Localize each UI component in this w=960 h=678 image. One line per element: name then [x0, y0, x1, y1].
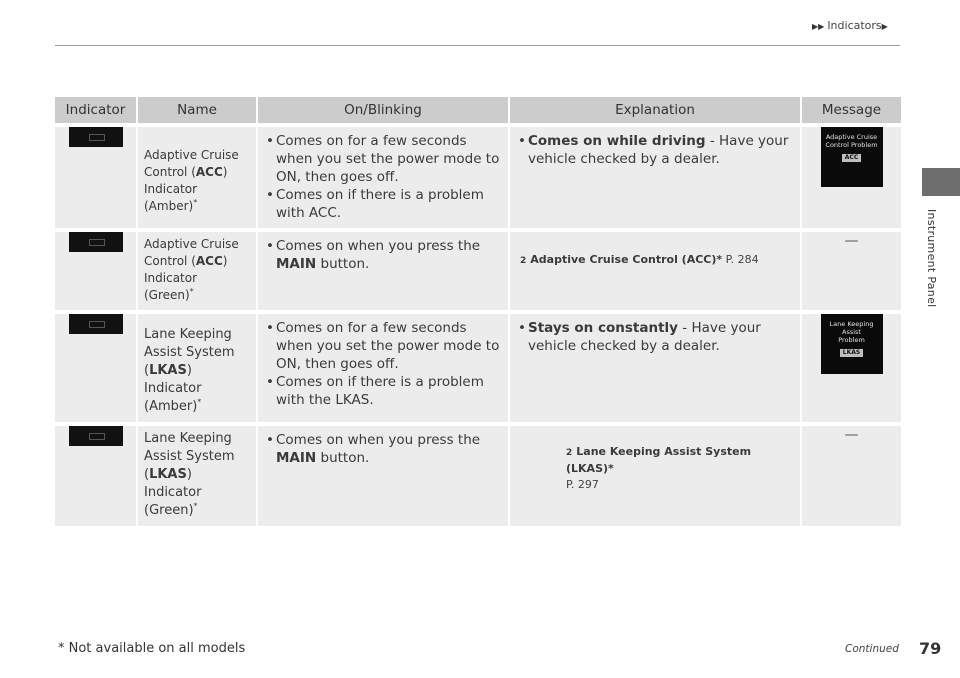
list-item: • Comes on if there is a problem with the LKAS.	[266, 373, 500, 409]
breadcrumb-arrows-icon: ▶▶	[812, 22, 825, 31]
header-on-blinking: On/Blinking	[257, 97, 509, 125]
on-blinking-cell	[257, 312, 509, 424]
explanation-cell	[509, 230, 801, 312]
table-row	[55, 424, 901, 526]
table-row	[55, 125, 901, 230]
page-number: 79	[919, 639, 942, 658]
name-cell	[137, 312, 257, 424]
lkas-problem-message-image: Lane Keeping Assist Problem LKAS	[821, 314, 883, 374]
cross-reference-link[interactable]: 2 Lane Keeping Assist System (LKAS)* P. 297	[566, 445, 752, 491]
indicator-cell	[55, 312, 137, 424]
reference-arrow-icon: 2	[566, 448, 573, 458]
breadcrumb	[812, 19, 888, 32]
name-cell	[137, 125, 257, 230]
indicator-name: Adaptive Cruise Control (ACC) Indicator (Amber)*	[144, 148, 239, 213]
indicator-name: Lane Keeping Assist System (LKAS) Indicator (Green)*	[144, 431, 235, 518]
indicator-cell	[55, 424, 137, 526]
message-cell	[801, 230, 901, 312]
indicator-name: Adaptive Cruise Control (ACC) Indicator (Green)*	[144, 237, 239, 302]
message-cell	[801, 312, 901, 424]
acc-amber-indicator-icon	[69, 127, 123, 147]
explanation-cell	[509, 424, 801, 526]
list-item: • Comes on when you press the MAIN button.	[266, 237, 500, 273]
indicator-cell	[55, 125, 137, 230]
acc-problem-message-image: Adaptive Cruise Control Problem ACC	[821, 127, 883, 187]
acc-green-indicator-icon	[69, 232, 123, 252]
breadcrumb-next-icon: ▶	[881, 22, 888, 31]
no-message-dash: —	[844, 427, 859, 443]
indicator-cell	[55, 230, 137, 312]
no-message-dash: —	[844, 233, 859, 249]
table-row	[55, 312, 901, 424]
list-item: • Comes on for a few seconds when you set the power mode to ON, then goes off.	[266, 319, 500, 373]
availability-footnote: * Not available on all models	[58, 641, 246, 656]
message-cell	[801, 424, 901, 526]
name-cell	[137, 424, 257, 526]
name-cell	[137, 230, 257, 312]
lkas-green-indicator-icon	[69, 426, 123, 446]
breadcrumb-label[interactable]: Indicators	[827, 19, 882, 32]
table-header-row	[55, 97, 901, 125]
on-blinking-cell	[257, 230, 509, 312]
cross-reference-link[interactable]: 2 Adaptive Cruise Control (ACC)* P. 284	[510, 232, 800, 275]
explanation-cell	[509, 312, 801, 424]
header-message: Message	[801, 97, 901, 125]
message-cell	[801, 125, 901, 230]
indicator-table	[55, 97, 901, 526]
header-indicator: Indicator	[55, 97, 137, 125]
list-item: • Comes on if there is a problem with ACC.	[266, 186, 500, 222]
on-blinking-cell	[257, 424, 509, 526]
section-side-label: Instrument Panel	[925, 209, 938, 308]
continued-label: Continued	[845, 643, 899, 655]
list-item: • Comes on for a few seconds when you set the power mode to ON, then goes off.	[266, 132, 500, 186]
indicator-name: Lane Keeping Assist System (LKAS) Indicator (Amber)*	[144, 327, 235, 414]
explanation-cell	[509, 125, 801, 230]
list-item: • Stays on constantly - Have your vehicle checked by a dealer.	[518, 319, 792, 355]
section-tab-marker	[922, 168, 960, 196]
list-item: • Comes on when you press the MAIN button.	[266, 431, 500, 467]
lkas-amber-indicator-icon	[69, 314, 123, 334]
list-item: • Comes on while driving - Have your vehicle checked by a dealer.	[518, 132, 792, 168]
table-row	[55, 230, 901, 312]
header-rule	[55, 45, 900, 46]
header-explanation: Explanation	[509, 97, 801, 125]
on-blinking-cell	[257, 125, 509, 230]
reference-arrow-icon: 2	[520, 256, 527, 266]
header-name: Name	[137, 97, 257, 125]
